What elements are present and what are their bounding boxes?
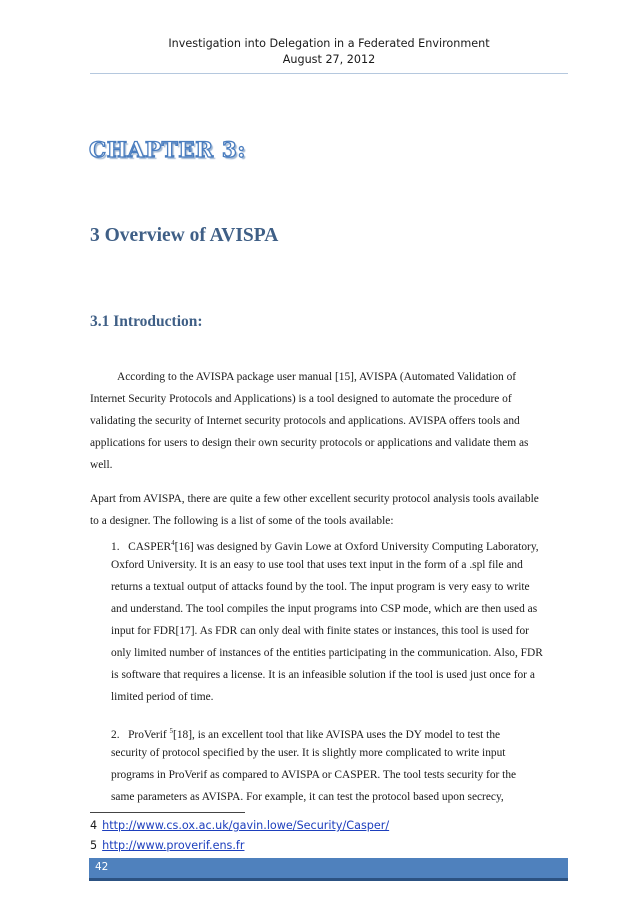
footnote-ref: 5: [169, 727, 174, 735]
list-item-2-first-line: 2. ProVerif $^5$[18], is an excellent tool that like AVISPA uses the DY model to test the: [111, 727, 501, 741]
footnote-separator: [90, 812, 245, 813]
footnote-number: 5: [90, 839, 98, 852]
text-line: validating the security of Internet security protocols and applications. AVISPA offers tools and: [90, 415, 520, 427]
header-date: August 27, 2012: [282, 53, 376, 66]
text-line: security of protocol specified by the user. It is slightly more complicated to write input: [111, 747, 506, 759]
page-number: 42: [95, 861, 109, 873]
text-line: Apart from AVISPA, there are quite a few other excellent security protocol analysis tools available: [90, 493, 539, 505]
list-number: 2.: [111, 728, 120, 741]
text-line: and understand. The tool compiles the input programs into CSP mode, which are then used as: [111, 603, 538, 615]
page-header: [90, 36, 568, 68]
section-heading: 3 Overview of AVISPA: [90, 225, 279, 246]
list-number: 1.: [111, 540, 120, 553]
list-item-1-first-line: 1. CASPER$^4$[16] was designed by Gavin Lowe at Oxford University Computing Laboratory,: [111, 539, 539, 553]
chapter-title: CHAPTER 3:: [89, 138, 246, 163]
header-rule: [90, 73, 568, 74]
footnote-4: [90, 818, 389, 834]
footnote-ref: 4: [171, 539, 175, 547]
text-line: is software that requires a license. It is an infeasible solution if the tool is used just once for a: [111, 669, 535, 681]
text-line: same parameters as AVISPA. For example, it can test the protocol based upon secrecy,: [111, 791, 504, 803]
text-line: only limited number of instances of the entities participating in the communication. Also, FDR: [111, 647, 543, 659]
text-line: limited period of time.: [111, 691, 214, 703]
tool-name: CASPER: [128, 540, 172, 553]
subsection-heading: 3.1 Introduction:: [90, 313, 203, 330]
footnote-link[interactable]: http://www.cs.ox.ac.uk/gavin.lowe/Security/Casper/: [102, 819, 390, 832]
text-line: returns a textual output of attacks found by the tool. The input program is very easy to write: [111, 581, 530, 593]
footnote-number: 4: [90, 819, 98, 832]
text-line: programs in ProVerif as compared to AVISPA or CASPER. The tool tests security for the: [111, 769, 517, 781]
text-line: According to the AVISPA package user manual [15], AVISPA (Automated Validation of: [117, 371, 517, 383]
header-title: Investigation into Delegation in a Federated Environment: [168, 37, 490, 50]
text-line: to a designer. The following is a list of some of the tools available:: [90, 515, 394, 527]
footer-bar: [89, 858, 568, 881]
footnote-link[interactable]: http://www.proverif.ens.fr: [102, 839, 245, 852]
text-line: Oxford University. It is an easy to use tool that uses text input in the form of a .spl file and: [111, 559, 523, 571]
text-line: well.: [90, 459, 113, 471]
text-line: input for FDR[17]. As FDR can only deal with finite states or instances, this tool is used for: [111, 625, 529, 637]
text-line: applications for users to design their own security protocols or applications and validate them as: [90, 437, 529, 449]
tool-name: ProVerif: [128, 728, 170, 741]
footnote-5: [90, 838, 244, 854]
text-line: Internet Security Protocols and Applications) is a tool designed to automate the procedure of: [90, 393, 512, 405]
